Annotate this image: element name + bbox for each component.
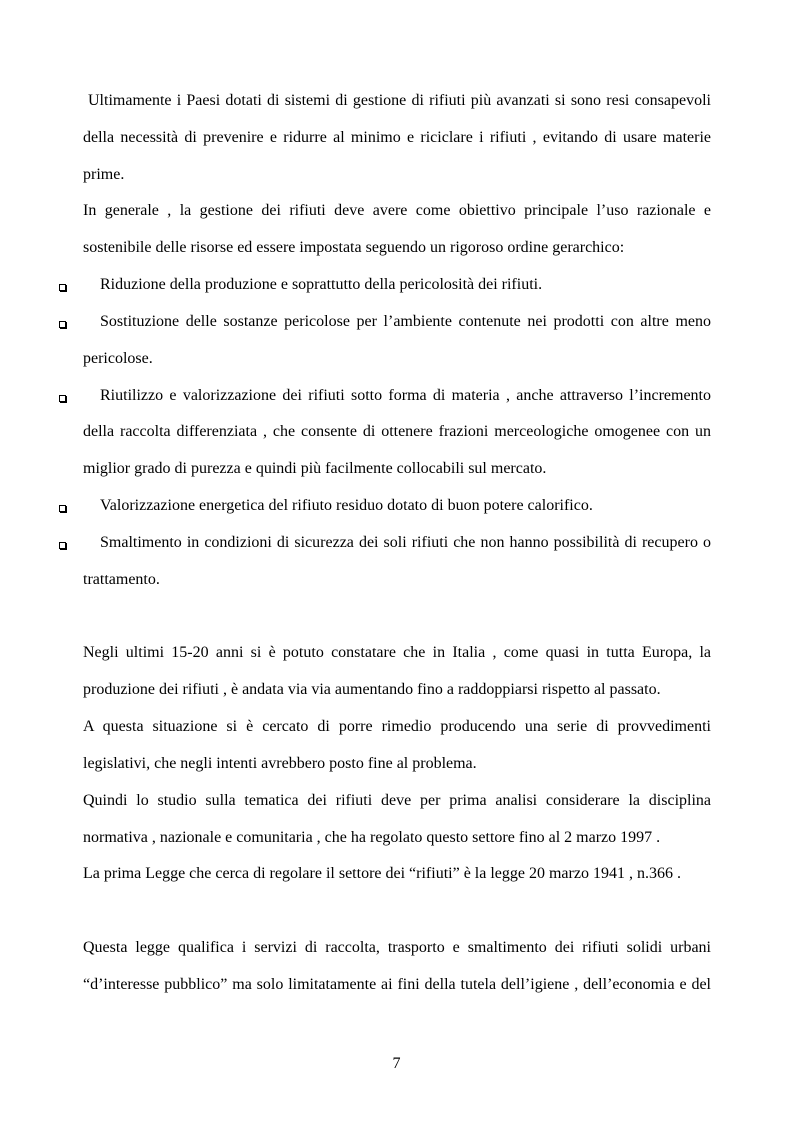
list-item [83,267,711,304]
paragraph-line: della necessità di prevenire e ridurre al minimo e riciclare i rifiuti , evitando di usare materie [83,128,711,146]
square-bullet-icon [59,284,66,291]
list-item-text: Riduzione della produzione e soprattutto della pericolosità dei rifiuti. [100,276,543,294]
list-item-text: Valorizzazione energetica del rifiuto residuo dotato di buon potere calorifico. [100,497,593,515]
paragraph-line: legislativi, che negli intenti avrebbero posto fine al problema. [83,754,477,772]
list-item-continuation: pericolose. [83,349,153,367]
list-item-text: Riutilizzo e valorizzazione dei rifiuti sotto forma di materia , anche attraverso l’incremento [100,386,711,404]
page-body [83,83,711,1004]
square-bullet-icon [59,542,66,549]
paragraph-line: Quindi lo studio sulla tematica dei rifiuti deve per prima analisi considerare la disciplina [83,791,711,809]
paragraph-line: normativa , nazionale e comunitaria , che ha regolato questo settore fino al 2 marzo 1997 . [83,828,661,846]
paragraph-line: Negli ultimi 15-20 anni si è potuto constatare che in Italia , come quasi in tutta Europa, la [83,644,711,662]
list-item-text: Smaltimento in condizioni di sicurezza dei soli rifiuti che non hanno possibilità di recupero o [100,533,711,551]
blank-line [83,599,711,636]
square-bullet-icon [59,505,66,512]
paragraph-line: prime. [83,165,125,183]
paragraph-line: In generale , la gestione dei rifiuti deve avere come obiettivo principale l’uso razionale e [83,202,711,220]
list-item [83,488,711,525]
list-item-text: Sostituzione delle sostanze pericolose per l’ambiente contenute nei prodotti con altre meno [100,312,711,330]
list-item-continuation: trattamento. [83,570,160,588]
paragraph-line: A questa situazione si è cercato di porre rimedio producendo una serie di provvedimenti [83,718,711,736]
page-number: 7 [392,1055,401,1072]
paragraph-line: Questa legge qualifica i servizi di raccolta, trasporto e smaltimento dei rifiuti solidi urbani [83,939,711,957]
list-item [83,525,711,562]
list-item-continuation: miglior grado di purezza e quindi più facilmente collocabili sul mercato. [83,460,547,478]
square-bullet-icon [59,395,66,402]
paragraph-line: produzione dei rifiuti , è andata via via aumentando fino a raddoppiarsi rispetto al passato. [83,681,661,699]
list-item [83,304,711,341]
paragraph-line: “d’interesse pubblico” ma solo limitatamente ai fini della tutela dell’igiene , dell’economia e del [83,975,711,993]
list-item-continuation: della raccolta differenziata , che consente di ottenere frazioni merceologiche omogenee con un [83,423,711,441]
square-bullet-icon [59,321,66,328]
paragraph-line: Ultimamente i Paesi dotati di sistemi di gestione di rifiuti più avanzati si sono resi consapevoli [88,92,711,109]
paragraph-line: La prima Legge che cerca di regolare il settore dei “rifiuti” è la legge 20 marzo 1941 , n.366 . [83,865,681,883]
paragraph-line: sostenibile delle risorse ed essere impostata seguendo un rigoroso ordine gerarchico: [83,239,625,257]
list-item [83,378,711,415]
blank-line [83,893,711,930]
